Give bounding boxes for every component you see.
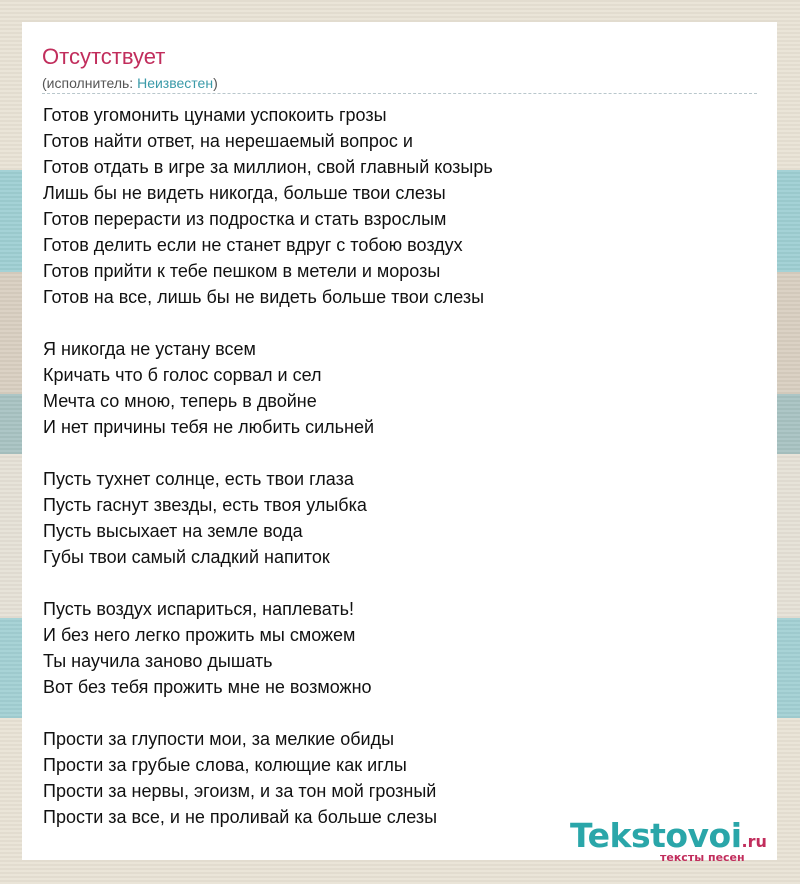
lyric-line: Я никогда не устану всем [43, 339, 256, 359]
stanza-gap [43, 310, 757, 336]
lyric-line: Пусть высыхает на земле вода [43, 521, 303, 541]
artist-link[interactable]: Неизвестен [137, 75, 214, 91]
lyric-line: Пусть воздух испариться, наплевать! [43, 599, 354, 619]
header-divider [42, 93, 757, 94]
lyric-line: Вот без тебя прожить мне не возможно [43, 677, 372, 697]
artist-line [42, 74, 757, 92]
song-header [42, 44, 757, 92]
lyric-line: И без него легко прожить мы сможем [43, 625, 356, 645]
artist-suffix: ) [213, 75, 218, 91]
lyric-line: Готов перерасти из подростка и стать взрослым [43, 209, 447, 229]
logo-tagline: тексты песен [660, 851, 745, 864]
lyric-line: Пусть гаснут звезды, есть твоя улыбка [43, 495, 367, 515]
logo-tld: .ru [741, 832, 767, 851]
lyric-line: Пусть тухнет солнце, есть твои глаза [43, 469, 354, 489]
lyric-line: Готов угомонить цунами успокоить грозы [43, 105, 387, 125]
lyric-line: Готов отдать в игре за миллион, свой главный козырь [43, 157, 493, 177]
lyric-line: Лишь бы не видеть никогда, больше твои слезы [43, 183, 446, 203]
lyric-line: Губы твои самый сладкий напиток [43, 547, 330, 567]
song-title: Отсутствует [42, 44, 166, 69]
lyric-line: Готов делить если не станет вдруг с тобою воздух [43, 235, 463, 255]
stanza-gap [43, 570, 757, 596]
site-logo[interactable] [570, 816, 767, 864]
lyric-line: И нет причины тебя не любить сильней [43, 417, 375, 437]
lyric-line: Готов на все, лишь бы не видеть больше твои слезы [43, 287, 485, 307]
lyrics-card [22, 22, 777, 860]
lyric-line: Ты научила заново дышать [43, 651, 273, 671]
artist-prefix: (исполнитель: [42, 75, 138, 91]
logo-wordmark: Tekstovoi [570, 816, 742, 855]
lyric-line: Кричать что б голос сорвал и сел [43, 365, 322, 385]
lyric-line: Прости за нервы, эгоизм, и за тон мой грозный [43, 781, 437, 801]
lyric-line: Прости за глупости мои, за мелкие обиды [43, 729, 395, 749]
lyric-line: Прости за все, и не проливай ка больше слезы [43, 807, 438, 827]
lyrics-text [43, 102, 757, 830]
lyric-line: Готов прийти к тебе пешком в метели и морозы [43, 261, 441, 281]
stanza-gap [43, 700, 757, 726]
lyric-line: Мечта со мною, теперь в двойне [43, 391, 317, 411]
lyric-line: Прости за грубые слова, колющие как иглы [43, 755, 407, 775]
stanza-gap [43, 440, 757, 466]
lyric-line: Готов найти ответ, на нерешаемый вопрос и [43, 131, 413, 151]
